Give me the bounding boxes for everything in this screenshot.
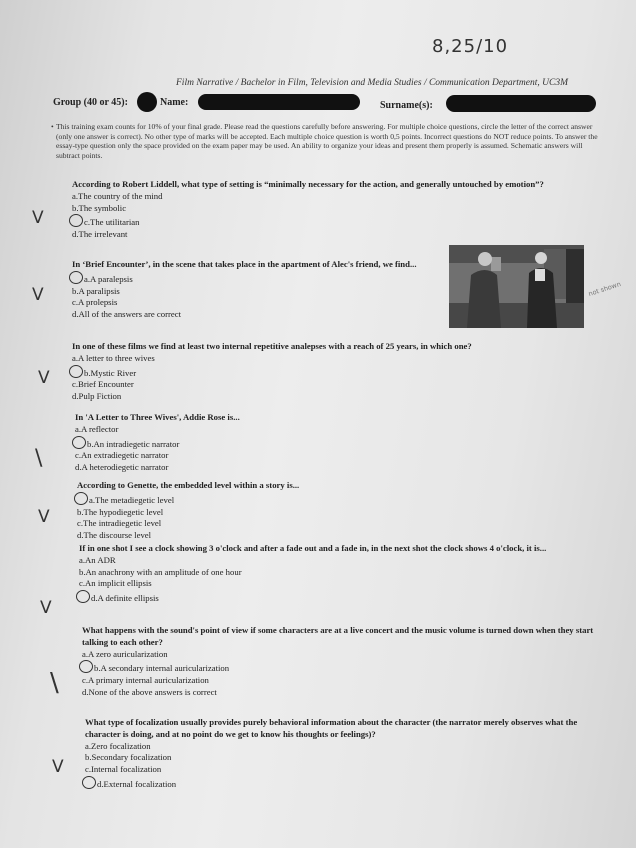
- option-d[interactable]: d.A definite ellipsis: [79, 590, 609, 605]
- option-b[interactable]: b.The symbolic: [72, 202, 127, 213]
- question-text: What happens with the sound's point of view if some characters are at a live concert and the music volume is turned down when they start talking to each other?: [82, 625, 594, 647]
- question-text: In one of these films we find at least two internal repetitive analepses with a reach of 25 years, in which one?: [72, 341, 472, 351]
- correct-mark: V: [32, 285, 44, 305]
- redacted-surname: [446, 95, 596, 112]
- option-b[interactable]: b.A secondary internal auricularization: [82, 660, 602, 675]
- instructions-text: This training exam counts for 10% of your final grade. Please read the questions carefully before answering. For multiple choice questions, circle the letter of the correct answer (only one answer is correct). No other type of marks will be accepted. Each multiple choice question is worth 0,5 points. Incorrect questions do NOT reduce points. To answer the essay-type question only the space provided on the exam paper may be used. An ability to organize your ideas and present them properly is assumed. Schematic answers will subtract points.: [56, 122, 598, 160]
- correct-mark: V: [40, 598, 52, 618]
- option-c[interactable]: c.Internal focalization: [85, 764, 162, 775]
- option-a[interactable]: a.The metadiegetic level: [77, 492, 597, 507]
- course-header: Film Narrative / Bachelor in Film, Television and Media Studies / Communication Department, UC3M: [176, 78, 569, 88]
- question-text: According to Robert Liddell, what type of setting is “minimally necessary for the action, and generally untouched by emotion”?: [72, 179, 544, 189]
- option-d[interactable]: d.Pulp Fiction: [72, 391, 122, 402]
- redacted-group: [137, 92, 157, 112]
- option-d[interactable]: d.All of the answers are correct: [72, 309, 182, 320]
- answer-circle: [69, 365, 83, 378]
- group-label: Group (40 or 45):: [53, 97, 128, 108]
- option-a[interactable]: a.The country of the mind: [72, 190, 163, 201]
- option-d[interactable]: d.None of the above answers is correct: [82, 686, 217, 697]
- answer-circle: [82, 776, 96, 789]
- handwritten-grade: 8,25/10: [432, 36, 509, 57]
- question-text: According to Genette, the embedded level within a story is...: [77, 480, 300, 490]
- incorrect-mark: \: [50, 668, 59, 698]
- option-c[interactable]: c.A prolepsis: [72, 297, 118, 308]
- question-text: What type of focalization usually provides purely behavioral information about the character (the narrator merely observes what the character is doing, and at no point do we get to know his thoughts or feelings)?: [85, 717, 578, 739]
- answer-circle: [76, 590, 90, 603]
- question-text: If in one shot I see a clock showing 3 o'clock and after a fade out and a fade in, in the next shot the clock shows 4 o'clock, it is...: [79, 543, 547, 553]
- option-a[interactable]: a.A reflector: [75, 423, 119, 434]
- answer-circle: [79, 660, 93, 673]
- option-c[interactable]: c.Brief Encounter: [72, 379, 134, 390]
- option-d[interactable]: d.External focalization: [85, 776, 605, 791]
- correct-mark: V: [38, 368, 50, 388]
- question-8: [85, 717, 605, 791]
- option-a[interactable]: a.A letter to three wives: [72, 352, 155, 363]
- option-c[interactable]: c.An implicit ellipsis: [79, 578, 152, 589]
- option-d[interactable]: d.A heterodiegetic narrator: [75, 462, 169, 473]
- question-6: [79, 543, 609, 605]
- option-c[interactable]: c.A primary internal auricularization: [82, 675, 209, 686]
- option-b[interactable]: b.An intradiegetic narrator: [75, 436, 595, 451]
- correct-mark: V: [52, 757, 64, 777]
- question-2: [72, 259, 444, 321]
- redacted-name: [198, 94, 360, 110]
- option-a[interactable]: a.Zero focalization: [85, 740, 151, 751]
- option-b[interactable]: b.An anachrony with an amplitude of one hour: [79, 566, 242, 577]
- option-b[interactable]: b.The hypodiegetic level: [77, 506, 164, 517]
- option-d[interactable]: d.The discourse level: [77, 530, 152, 541]
- option-c[interactable]: c.An extradiegetic narrator: [75, 450, 169, 461]
- question-1: [72, 179, 592, 241]
- option-b[interactable]: b.A paralipsis: [72, 285, 120, 296]
- answer-circle: [72, 436, 86, 449]
- name-label: Name:: [160, 97, 189, 108]
- option-b[interactable]: b.Secondary focalization: [85, 752, 172, 763]
- question-text: In ‘Brief Encounter’, in the scene that takes place in the apartment of Alec's friend, we find...: [72, 259, 417, 269]
- question-text: In 'A Letter to Three Wives', Addie Rose is...: [75, 412, 240, 422]
- question-3: [72, 341, 592, 403]
- option-a[interactable]: a.A paralepsis: [72, 271, 444, 286]
- correct-mark: V: [38, 507, 50, 527]
- answer-circle: [69, 214, 83, 227]
- answer-circle: [69, 271, 83, 284]
- instructions: [51, 122, 604, 160]
- answer-circle: [74, 492, 88, 505]
- bullet-icon: •: [51, 122, 54, 131]
- film-still-image: [449, 245, 584, 328]
- question-4: [75, 412, 595, 474]
- surname-label: Surname(s):: [380, 100, 433, 111]
- option-d[interactable]: d.The irrelevant: [72, 229, 128, 240]
- question-7: [82, 625, 602, 699]
- margin-note: not shown: [587, 280, 622, 299]
- correct-mark: V: [32, 208, 44, 228]
- option-b[interactable]: b.Mystic River: [72, 365, 592, 380]
- option-a[interactable]: a.A zero auricularization: [82, 648, 168, 659]
- option-c[interactable]: c.The intradiegetic level: [77, 518, 162, 529]
- option-a[interactable]: a.An ADR: [79, 554, 116, 565]
- option-c[interactable]: c.The utilitarian: [72, 214, 592, 229]
- incorrect-mark: \: [35, 446, 43, 471]
- question-5: [77, 480, 597, 542]
